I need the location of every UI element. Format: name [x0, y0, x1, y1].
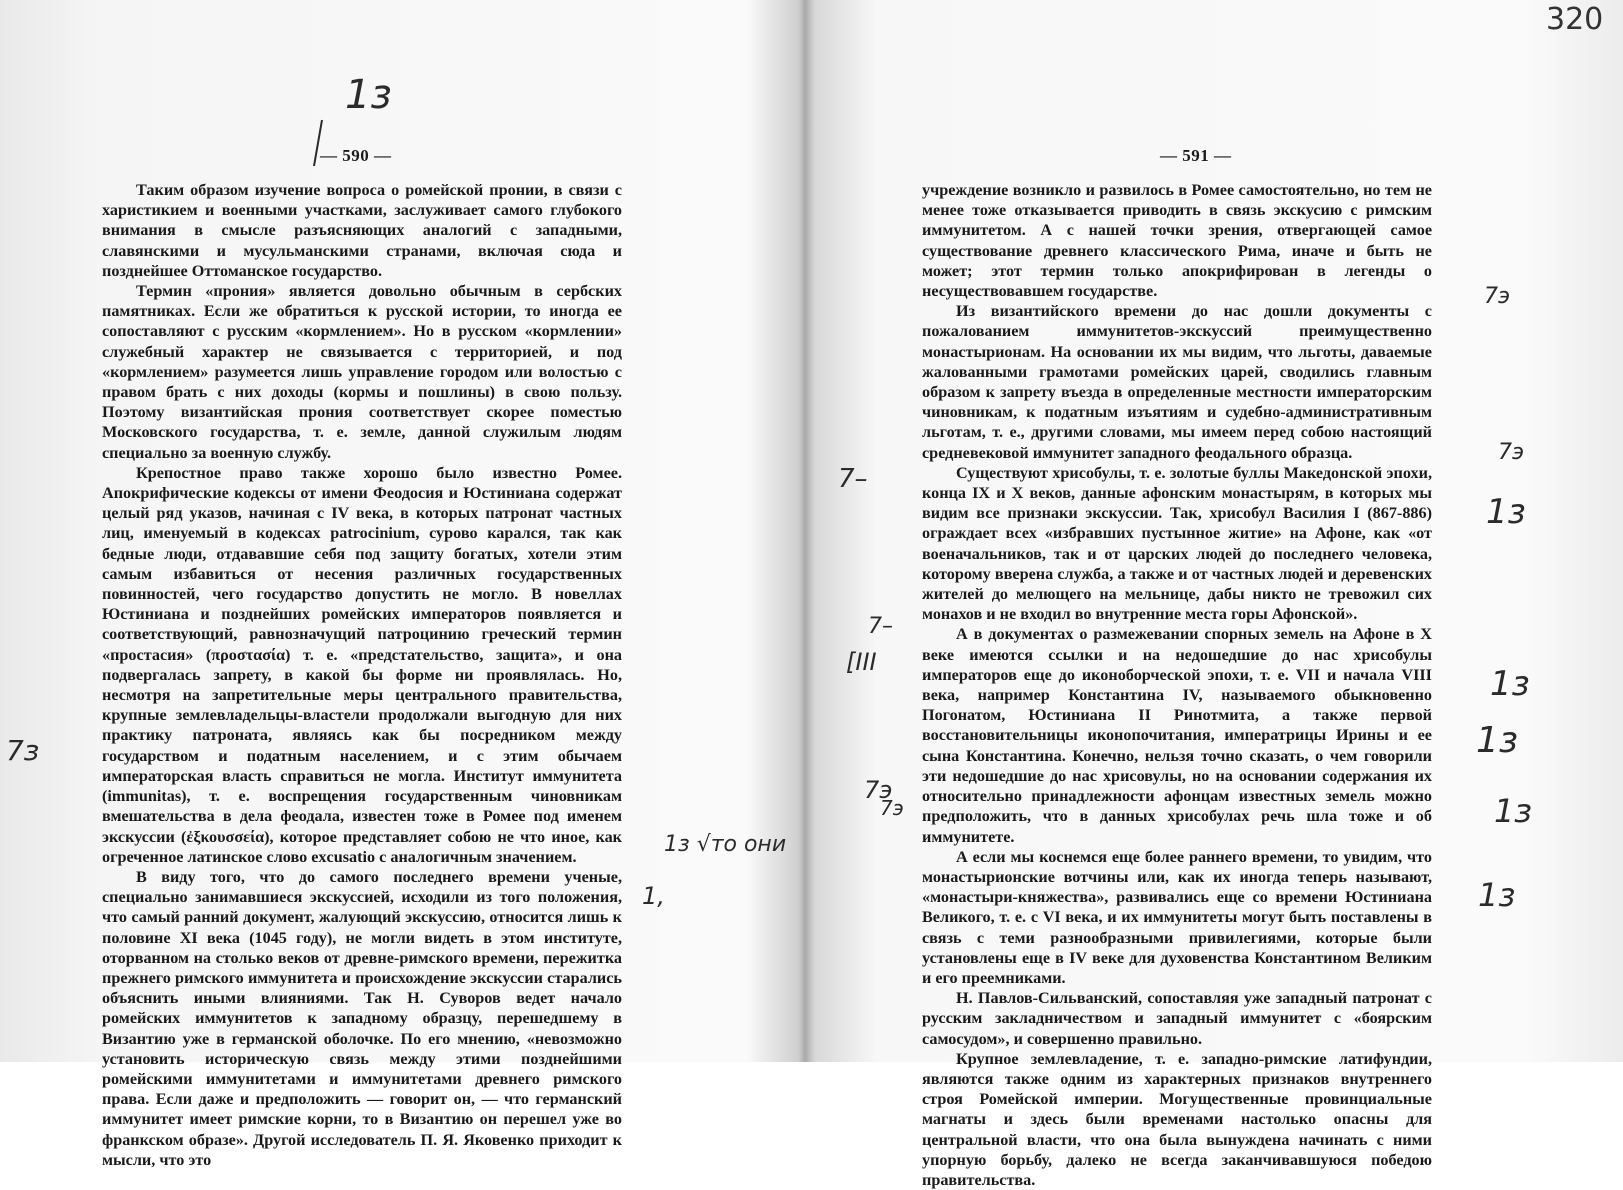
corner-page-number: 320 — [1546, 2, 1604, 37]
right-page-text — [922, 180, 1432, 1190]
paragraph: Н. Павлов-Сильванский, сопоставляя уже западный патронат с русским закладничеством и западный иммунитет с «боярским самосудом», и совершенно правильно. — [922, 989, 1432, 1048]
margin-note-right-3: 1з — [1486, 492, 1526, 532]
margin-note-left-side: 7ɜ — [6, 734, 40, 767]
left-page-text — [102, 180, 622, 1170]
paragraph: Из византийского времени до нас дошли документы с пожалованием иммунитетов-экскуссий преимущественно монастырионам. На основании их мы видим, что льготы, даваемые жалованными грамотами ромейских царей, сводились главным образом к запрету въезда в определенные местности императорским чиновникам, к податным изъятиям и судебно-административным льготам, т. е., другими словами, мы имеем перед собою настоящий средневековой иммунитет западного феодального образца. — [922, 302, 1432, 462]
margin-note-center-4: 7э — [864, 776, 893, 804]
margin-note-center-2: 7– — [868, 614, 893, 639]
paragraph: Таким образом изучение вопроса о ромейской пронии, в связи с харистикием и военными участками, заслуживает самого глубокого внимания в смысле разъясняющих аналогий с западными, славянскими и мусульманскими странами, включая сюда и позднейшее Оттоманское государство. — [102, 181, 622, 280]
left-page — [0, 0, 810, 1169]
paragraph: Термин «прония» является довольно обычным в сербских памятниках. Если же обратиться к русской истории, то иногда ее сопоставляют с русским «кормлением». Но в русском «кормлении» служебный характер не связывается с территорией, и под «кормлением» разумеется лишь управление городом или волостью с правом брать с них доходы (кормы и пошлины) в свою пользу. Поэтому византийская прония соответствует скорее поместью Московского государства, т. е. земле, данной служилым людям специально за военную службу. — [102, 282, 622, 462]
margin-note-right-7: 1з — [1478, 876, 1516, 914]
margin-note-top-left: 1з — [345, 72, 392, 118]
margin-note-right-5: 1з — [1476, 720, 1519, 761]
paragraph: Крепостное право также хорошо было известно Ромее. Апокрифические кодексы от имени Феодосия и Юстиниана содержат целый ряд указов, начиная с IV века, в которых патронат частных лиц, именуемый в кодексах patrocinium, сурово карался, так как бедные люди, отдававшие себя под защиту богатых, хотели этим самым избавиться от несения различных государственных повинностей, чего государство допустить не могло. В новеллах Юстиниана и позднейших ромейских императоров появляется и соответствующий, равнозначущий патроцинию греческий термин «простасия» (προστασία) т. е. «предстательство, защита», и она подвергалась запрету, в какой бы форме ни проявлялась. Но, несмотря на запретительные меры центрального правительства, крупные землевладельцы-властели продолжали выгодную для них практику патроната, являясь как бы посредником между государством и податным населением, и с этим обычаем императорская власть справиться не могла. Институт иммунитета (immunitas), т. е. воспрещения государственным чиновникам вмешательства в дела феодала, известен тоже в Ромее под именем экскуссии (ἐξκουσσεία), которое представляет собою не что иное, как огреченное латинское слово excusatio с аналогичным значением. — [102, 463, 622, 866]
margin-note-right-2: 7э — [1498, 440, 1525, 465]
margin-note-center-3: [III — [846, 648, 877, 676]
left-page-number: — 590 — — [320, 146, 392, 165]
paragraph: Существуют хрисобулы, т. е. золотые буллы Македонской эпохи, конца IX и X веков, данные афонским монастырям, в которых мы видим все признаки экскуссии. Так, хрисобул Василия I (867-886) ограждает всех «избравших пустынное житие» на Афоне, как «от военачальников, так и от царских людей до последнего человека, которому вверена служба, а также и от частных людей и деревенских жителей до мелющего на мельнице, дабы никто не тревожил сих монахов и не входил во внутренние места горы Афонской». — [922, 463, 1432, 624]
margin-note-right-4: 1з — [1490, 664, 1530, 704]
margin-note-right-1: 7э — [1484, 284, 1511, 309]
paragraph: Крупное землевладение, т. е. западно-римские латифундии, являются также одним из характерных признаков внутреннего строя Ромейской империи. Могущественные провинциальные магнаты и здесь были временами настолько опасны для центральной власти, что она была вынуждена начинать с ними упорную борьбу, далеко не всегда заканчивавшуюся победою правительства. — [922, 1049, 1432, 1189]
paragraph: А в документах о размежевании спорных земель на Афоне в X веке имеются ссылки и на недошедшие до нас хрисобулы императоров еще до иконоборческой эпохи, т. е. VII и начала VIII века, например Константина IV, называемого обыкновенно Погонатом, Юстиниана II Ринотмита, а также первой восстановительницы иконопочитания, императрицы Ирины и ее сына Константина. Конечно, нельзя точно сказать, о чем говорили эти недошедшие до нас хрисовулы, но на основании содержания их относительно принадлежности афонцам известных земель можно предположить, что в данных хрисобулах речь шла тоже и об иммунитете. — [922, 625, 1432, 846]
paragraph: А если мы коснемся еще более раннего времени, то увидим, что монастырионские вотчины или, как их иногда теперь называют, «монастыри-княжества», развивались еще со времени Юстиниана Великого, т. е. с VI века, и их иммунитеты могут быть поставлены в связь с теми разнообразными привилегиями, которые были установлены еще в IV веке для духовенства Константином Великим и его преемниками. — [922, 847, 1432, 987]
margin-note-center-1: 7– — [838, 464, 868, 494]
margin-note-center-7: 1, — [642, 882, 665, 910]
right-page-number: — 591 — — [1160, 146, 1232, 165]
paragraph: учреждение возникло и развилось в Ромее самостоятельно, но тем не менее тоже отказывается приводить в связь экскусию с римским иммунитетом. А с нашей точки зрения, отвергающей самое существование древнего классического Рима, иначе и быть не может; этот термин только апокрифирован в легенды о несуществовавшем государстве. — [922, 181, 1432, 301]
margin-note-right-6: 1ɜ — [1494, 792, 1532, 830]
margin-note-center-5: 7э — [880, 796, 904, 820]
paragraph: В виду того, что до самого последнего времени ученые, специально занимавшиеся экскуссией, исходили из того положения, что самый ранний документ, жалующий экскуссию, относится лишь к половине XI века (1045 году), не могли видеть в этом институте, оторванном на столько веков от древне-римского времени, пережитка прежнего римского иммунитета и происхождение экскуссии старались объяснить иными влияниями. Так Н. Суворов ведет начало ромейских иммунитетов к западному образцу, перешедшему в Византию уже в германской оболочке. По его мнению, «невозможно установить историческую связь между этими позднейшими ромейскими иммунитетами и иммунитетами древнего римского права. Если даже и предположить — говорит он, — что германский иммунитет имеет римские корни, то в Византию он перешел уже во франкском образе». Другой исследователь П. Я. Яковенко приходит к мысли, что это — [102, 867, 622, 1169]
margin-note-center-6: 1з √то они — [664, 832, 787, 857]
pencil-stroke-mark — [310, 118, 326, 170]
